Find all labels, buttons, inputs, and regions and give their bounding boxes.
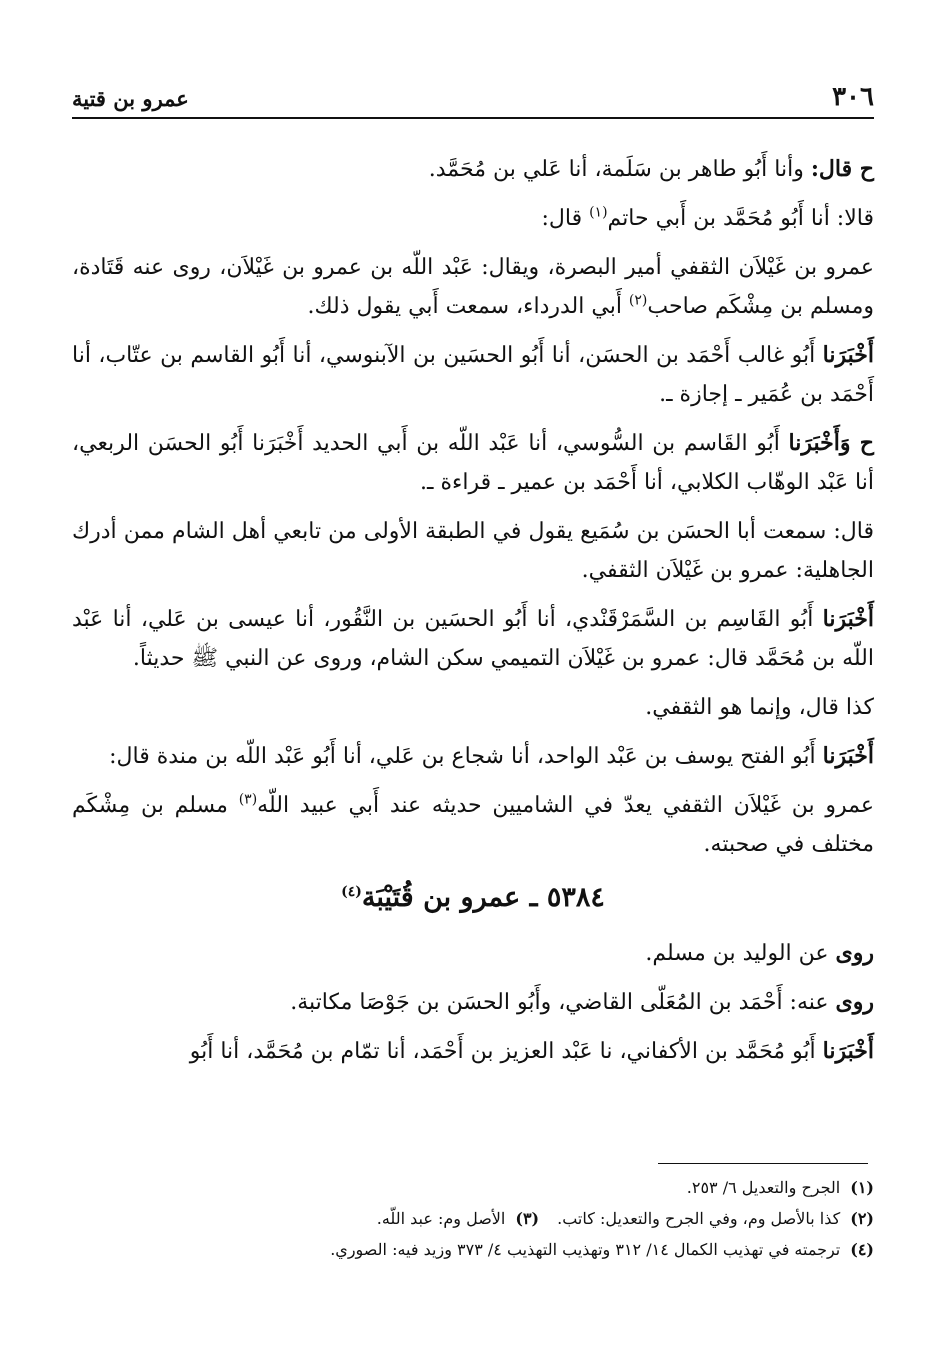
footnote-text: كذا بالأصل وم، وفي الجرح والتعديل: كاتب. <box>557 1209 841 1228</box>
paragraph-tail: مسلم بن مِشْكَم مختلف في صحبته. <box>72 793 874 857</box>
paragraph-tail: أَبي الدرداء، سمعت أَبي يقول ذلك. <box>307 294 629 319</box>
footnote-ref: (٢) <box>628 292 648 309</box>
footnote-ref: (٤) <box>341 884 362 900</box>
footnote-text: الأصل وم: عبد اللّه. <box>376 1209 506 1228</box>
paragraph-text: قالا: أنا أَبُو مُحَمَّد بن أَبي حاتم <box>607 206 874 231</box>
paragraph-text: أَبُو غالب أَحْمَد بن الحسَن، أنا أَبُو الحسَين بن الآبنوسي، أنا أَبُو القاسم بن عتّاب، أنا أَحْمَد بن عُمَير ـ إجازة ـ. <box>72 343 874 407</box>
paragraph <box>72 424 874 502</box>
paragraph <box>72 737 874 776</box>
paragraph <box>72 248 874 326</box>
paragraph-lead: أَخْبَرَنا <box>822 606 874 632</box>
page-number: ٣٠٦ <box>832 82 874 112</box>
footnote-ref: (١) <box>589 204 608 221</box>
footnote <box>72 1172 874 1203</box>
paragraph <box>72 336 874 414</box>
running-title: عمرو بن قتية <box>72 86 189 111</box>
paragraph-lead: أَخْبَرَنا <box>822 1038 874 1064</box>
paragraph-lead: ح وَأَخْبَرَنا <box>788 430 874 456</box>
paragraph-text: أَبُو القَاسم بن السُّوسي، أنا عَبْد اللّه بن أَبي الحديد أَخْبَرَنا أَبُو الحسَن الربعي، أنا عَبْد الوهّاب الكلابي، أنا أَحْمَد بن عمير ـ قراءة ـ. <box>72 431 874 495</box>
footnote-rule <box>658 1163 868 1164</box>
footnote-mark: (٣) <box>515 1209 540 1228</box>
paragraph <box>72 600 874 678</box>
main-text <box>72 150 874 1081</box>
footnotes <box>72 1172 874 1265</box>
paragraph <box>72 688 874 727</box>
footnote-mark: (٢) <box>850 1209 874 1228</box>
paragraph-text: عمرو بن غَيْلاَن الثقفي أمير البصرة، ويقال: عَبْد اللّه بن عمرو بن غَيْلاَن، روى عنه قَتَادة، ومسلم بن مِشْكَم صاحب <box>72 255 874 319</box>
paragraph <box>72 1032 874 1071</box>
paragraph-text: أَبُو الفتح يوسف بن عَبْد الواحد، أنا شجاع بن عَلي، أنا أَبُو عَبْد اللّه بن مندة قال: <box>109 744 823 769</box>
paragraph-text: عمرو بن غَيْلاَن الثقفي يعدّ في الشاميين حديثه عند أَبي عبيد اللّه <box>257 793 874 818</box>
footnote-text: الجرح والتعديل ٦/ ٢٥٣. <box>686 1178 841 1197</box>
entry-heading-text: ٥٣٨٤ ـ عمرو بن قُتَيْبَة <box>361 882 605 913</box>
paragraph-tail: قال: <box>541 206 590 231</box>
paragraph-text: عنه: أَحْمَد بن المُعَلّى القاضي، وأَبُو الحسَن بن جَوْصَا مكاتبة. <box>290 990 836 1015</box>
paragraph-lead: روى <box>835 989 874 1015</box>
paragraph <box>72 199 874 238</box>
entry-heading <box>72 878 874 918</box>
paragraph-text: أَبُو مُحَمَّد بن الأكفاني، نا عَبْد العزيز بن أَحْمَد، أنا تمّام بن مُحَمَّد، أنا أَبُو <box>189 1039 823 1064</box>
paragraph-text: عن الوليد بن مسلم. <box>645 941 836 966</box>
header-rule <box>72 117 874 119</box>
paragraph-text: كذا قال، وإنما هو الثقفي. <box>645 695 874 720</box>
footnote-ref: (٣) <box>238 791 258 808</box>
footnote <box>72 1234 874 1265</box>
paragraph-lead: أَخْبَرَنا <box>822 342 874 368</box>
paragraph <box>72 786 874 864</box>
paragraph-text: وأنا أَبُو طاهر بن سَلَمة، أنا عَلي بن مُحَمَّد. <box>428 157 811 182</box>
running-head <box>72 82 874 118</box>
paragraph <box>72 934 874 973</box>
footnote-text: ترجمته في تهذيب الكمال ١٤/ ٣١٢ وتهذيب التهذيب ٤/ ٣٧٣ وزيد فيه: الصوري. <box>330 1240 841 1259</box>
paragraph-lead: روى <box>835 940 874 966</box>
footnote-mark: (٤) <box>850 1240 874 1259</box>
paragraph <box>72 983 874 1022</box>
paragraph-text: قال: سمعت أبا الحسَن بن سُمَيع يقول في الطبقة الأولى من تابعي أهل الشام ممن أدرك الجاهلية: عمرو بن غَيْلاَن الثقفي. <box>72 519 874 583</box>
footnote-mark: (١) <box>850 1178 874 1197</box>
paragraph-text: أَبُو القَاسِم بن السَّمَرْقَنْدي، أنا أَبُو الحسَين بن النَّقُور، أنا عيسى بن عَلي، أنا عَبْد اللّه بن مُحَمَّد قال: عمرو بن غَيْلاَن التميمي سكن الشام، وروى عن النبي ﷺ حديثاً. <box>72 607 874 671</box>
paragraph <box>72 512 874 590</box>
paragraph-lead: أَخْبَرَنا <box>822 743 874 769</box>
paragraph-lead: ح قال: <box>810 156 874 182</box>
paragraph <box>72 150 874 189</box>
footnote <box>72 1203 874 1234</box>
